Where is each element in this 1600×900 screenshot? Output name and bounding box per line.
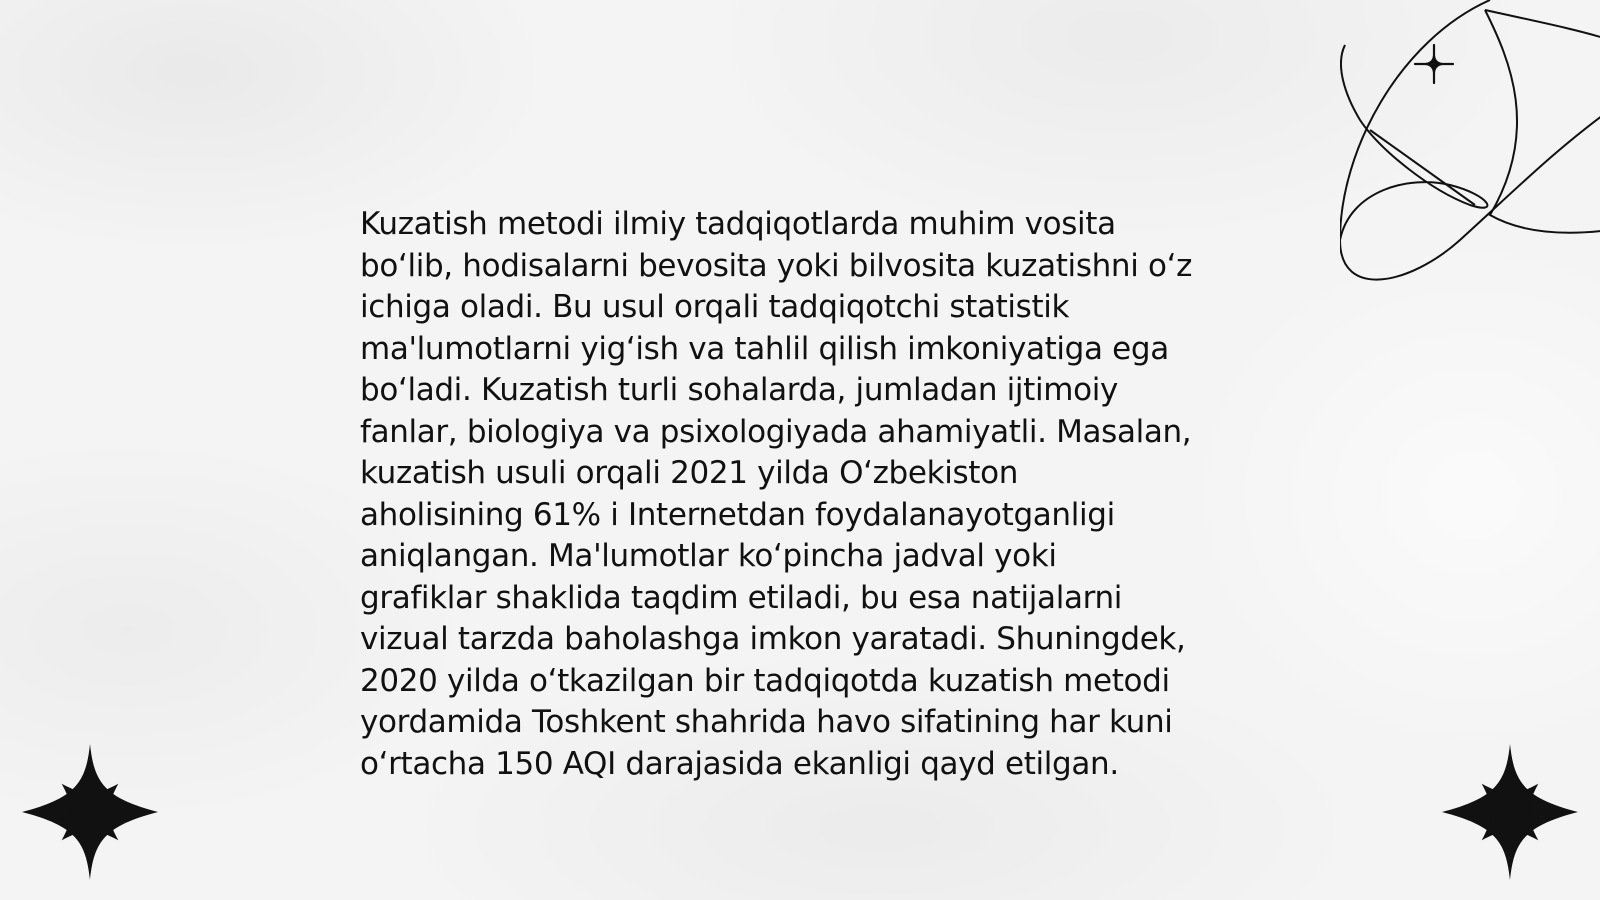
text-line: yordamida Toshkent shahrida havo sifatining har kuni (360, 704, 1173, 740)
text-line: grafiklar shaklida taqdim etiladi, bu esa natijalarni (360, 579, 1123, 616)
text-line: aholisining 61% i Internetdan foydalanayotganligi (360, 496, 1115, 533)
text-line: aniqlangan. Ma'lumotlar ko‘pincha jadval yoki (360, 538, 1057, 574)
text-line: ichiga oladi. Bu usul orqali tadqiqotchi statistik (360, 289, 1070, 325)
text-line: bo‘lib, hodisalarni bevosita yoki bilvosita kuzatishni o‘z (360, 247, 1193, 284)
text-line: ma'lumotlarni yig‘ish va tahlil qilish imkoniyatiga ega (360, 330, 1169, 367)
text-line: 2020 yilda o‘tkazilgan bir tadqiqotda kuzatish metodi (360, 662, 1170, 699)
slide-body-text (360, 204, 1260, 785)
four-point-star-icon (1440, 742, 1580, 882)
text-line: o‘rtacha 150 AQI darajasida ekanligi qayd etilgan. (360, 745, 1119, 782)
text-line: fanlar, biologiya va psixologiyada ahamiyatli. Masalan, (360, 413, 1192, 450)
text-line: bo‘ladi. Kuzatish turli sohalarda, jumladan ijtimoiy (360, 372, 1118, 408)
sparkle-icon (1412, 42, 1456, 86)
text-line: vizual tarzda baholashga imkon yaratadi. Shuningdek, (360, 621, 1186, 657)
text-line: Kuzatish metodi ilmiy tadqiqotlarda muhim vosita (360, 206, 1116, 242)
four-point-star-icon (20, 742, 160, 882)
orbit-line-icon (1340, 0, 1600, 300)
text-line: kuzatish usuli orqali 2021 yilda O‘zbekiston (360, 455, 1018, 491)
